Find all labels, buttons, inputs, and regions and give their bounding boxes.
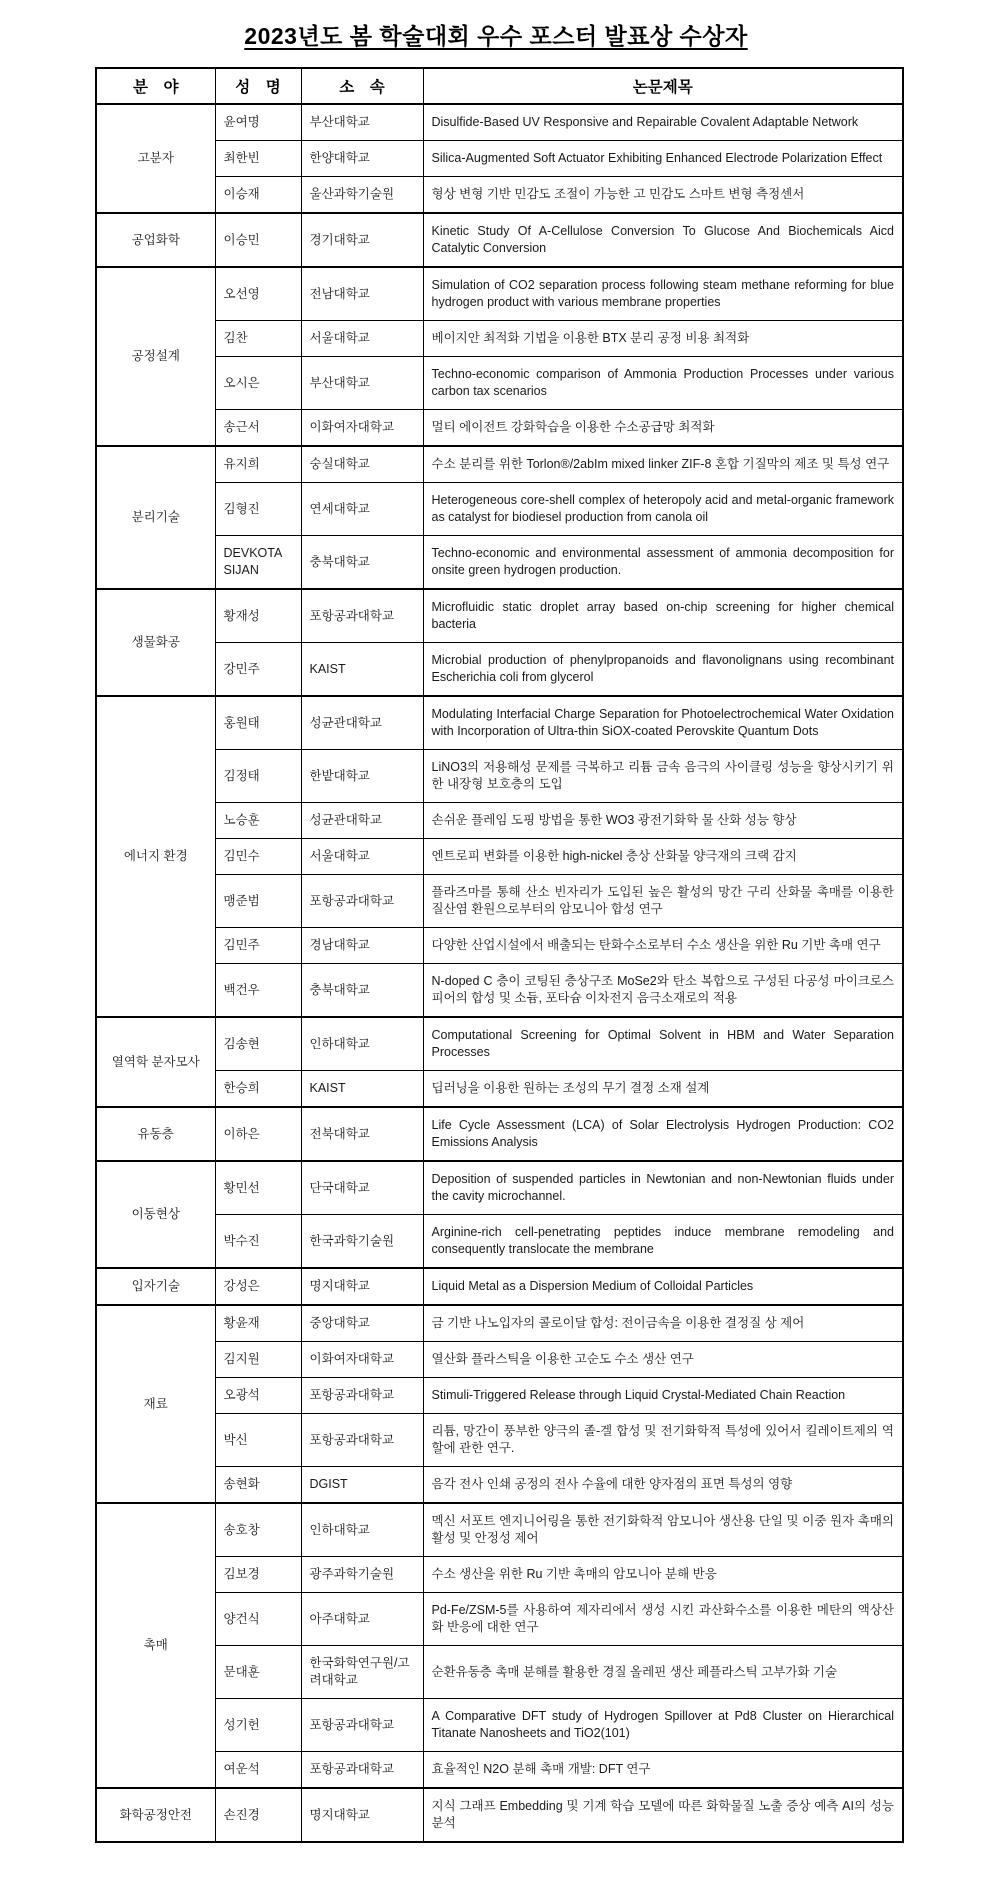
- name-cell: 홍원태: [215, 696, 301, 750]
- table-row: [96, 1699, 903, 1752]
- paper-title-cell: Modulating Interfacial Charge Separation for Photoelectrochemical Water Oxidation with Incorporation of Ultra-thin SiOX-coated Perovskite Quantum Dots: [423, 696, 903, 750]
- affiliation-cell: 인하대학교: [301, 1017, 423, 1071]
- name-cell: 오시은: [215, 357, 301, 410]
- field-cell: 입자기술: [96, 1268, 215, 1305]
- field-cell: 촉매: [96, 1503, 215, 1788]
- col-header-affiliation: 소 속: [301, 68, 423, 104]
- paper-title-cell: 멀티 에이전트 강화학습을 이용한 수소공급망 최적화: [423, 410, 903, 447]
- name-cell: 황재성: [215, 589, 301, 643]
- affiliation-cell: 성균관대학교: [301, 803, 423, 839]
- affiliation-cell: 충북대학교: [301, 964, 423, 1018]
- table-row: [96, 321, 903, 357]
- affiliation-cell: 부산대학교: [301, 104, 423, 141]
- table-row: [96, 177, 903, 214]
- field-cell: 화학공정안전: [96, 1788, 215, 1842]
- name-cell: 송현화: [215, 1467, 301, 1504]
- paper-title-cell: 지식 그래프 Embedding 및 기계 학습 모델에 따른 화학물질 노출 증상 예측 AI의 성능 분석: [423, 1788, 903, 1842]
- name-cell: 박수진: [215, 1215, 301, 1269]
- name-cell: 김민수: [215, 839, 301, 875]
- affiliation-cell: 전북대학교: [301, 1107, 423, 1161]
- table-row: [96, 964, 903, 1018]
- affiliation-cell: 명지대학교: [301, 1788, 423, 1842]
- affiliation-cell: KAIST: [301, 1071, 423, 1108]
- affiliation-cell: 이화여자대학교: [301, 410, 423, 447]
- table-row: [96, 1467, 903, 1504]
- table-row: [96, 589, 903, 643]
- paper-title-cell: Microfluidic static droplet array based on-chip screening for higher chemical bacteria: [423, 589, 903, 643]
- field-cell: 유동층: [96, 1107, 215, 1161]
- paper-title-cell: Liquid Metal as a Dispersion Medium of Colloidal Particles: [423, 1268, 903, 1305]
- field-cell: 생물화공: [96, 589, 215, 696]
- name-cell: 한승희: [215, 1071, 301, 1108]
- affiliation-cell: 전남대학교: [301, 267, 423, 321]
- table-row: [96, 1342, 903, 1378]
- affiliation-cell: 광주과학기술원: [301, 1557, 423, 1593]
- paper-title-cell: Stimuli-Triggered Release through Liquid Crystal-Mediated Chain Reaction: [423, 1378, 903, 1414]
- paper-title-cell: 딥러닝을 이용한 원하는 조성의 무기 결정 소재 설계: [423, 1071, 903, 1108]
- table-row: [96, 928, 903, 964]
- name-cell: 김정태: [215, 750, 301, 803]
- name-cell: 이승재: [215, 177, 301, 214]
- paper-title-cell: 형상 변형 기반 민감도 조절이 가능한 고 민감도 스마트 변형 측정센서: [423, 177, 903, 214]
- table-row: [96, 1557, 903, 1593]
- name-cell: 황윤재: [215, 1305, 301, 1342]
- name-cell: 노승훈: [215, 803, 301, 839]
- awards-table: [95, 67, 904, 1843]
- paper-title-cell: 금 기반 나노입자의 콜로이달 합성: 전이금속을 이용한 결정질 상 제어: [423, 1305, 903, 1342]
- table-row: [96, 875, 903, 928]
- paper-title-cell: 플라즈마를 통해 산소 빈자리가 도입된 높은 활성의 망간 구리 산화물 촉매를 이용한 질산염 환원으로부터의 암모니아 합성 연구: [423, 875, 903, 928]
- affiliation-cell: 포항공과대학교: [301, 589, 423, 643]
- paper-title-cell: Simulation of CO2 separation process following steam methane reforming for blue hydrogen product with various membrane properties: [423, 267, 903, 321]
- table-row: [96, 1161, 903, 1215]
- awards-table-header: [96, 68, 903, 104]
- table-row: [96, 839, 903, 875]
- field-cell: 고분자: [96, 104, 215, 213]
- affiliation-cell: 이화여자대학교: [301, 1342, 423, 1378]
- table-row: [96, 1268, 903, 1305]
- paper-title-cell: 수소 분리를 위한 Torlon®/2abIm mixed linker ZIF-8 혼합 기질막의 제조 및 특성 연구: [423, 446, 903, 483]
- table-row: [96, 267, 903, 321]
- affiliation-cell: 포항공과대학교: [301, 875, 423, 928]
- name-cell: 맹준범: [215, 875, 301, 928]
- affiliation-cell: 숭실대학교: [301, 446, 423, 483]
- table-row: [96, 213, 903, 267]
- table-row: [96, 1378, 903, 1414]
- affiliation-cell: 중앙대학교: [301, 1305, 423, 1342]
- table-row: [96, 643, 903, 697]
- table-row: [96, 1788, 903, 1842]
- paper-title-cell: 효율적인 N2O 분해 촉매 개발: DFT 연구: [423, 1752, 903, 1789]
- name-cell: 문대훈: [215, 1646, 301, 1699]
- paper-title-cell: 멕신 서포트 엔지니어링을 통한 전기화학적 암모니아 생산용 단일 및 이중 원자 촉매의 활성 및 안정성 제어: [423, 1503, 903, 1557]
- paper-title-cell: Pd-Fe/ZSM-5를 사용하여 제자리에서 생성 시킨 과산화수소를 이용한 메탄의 액상산화 반응에 대한 연구: [423, 1593, 903, 1646]
- paper-title-cell: 수소 생산을 위한 Ru 기반 촉매의 암모니아 분해 반응: [423, 1557, 903, 1593]
- table-row: [96, 410, 903, 447]
- name-cell: 양건식: [215, 1593, 301, 1646]
- affiliation-cell: 한국과학기술원: [301, 1215, 423, 1269]
- name-cell: 강민주: [215, 643, 301, 697]
- paper-title-cell: Silica-Augmented Soft Actuator Exhibiting Enhanced Electrode Polarization Effect: [423, 141, 903, 177]
- table-row: [96, 1646, 903, 1699]
- affiliation-cell: 서울대학교: [301, 839, 423, 875]
- name-cell: 강성은: [215, 1268, 301, 1305]
- col-header-field: 분 야: [96, 68, 215, 104]
- name-cell: 최한빈: [215, 141, 301, 177]
- name-cell: 손진경: [215, 1788, 301, 1842]
- table-row: [96, 1017, 903, 1071]
- table-row: [96, 104, 903, 141]
- name-cell: 김찬: [215, 321, 301, 357]
- paper-title-cell: 베이지안 최적화 기법을 이용한 BTX 분리 공정 비용 최적화: [423, 321, 903, 357]
- table-row: [96, 536, 903, 590]
- name-cell: 송근서: [215, 410, 301, 447]
- name-cell: 이하은: [215, 1107, 301, 1161]
- affiliation-cell: 인하대학교: [301, 1503, 423, 1557]
- awards-table-body: [96, 104, 903, 1842]
- field-cell: 열역학 분자모사: [96, 1017, 215, 1107]
- name-cell: 오광석: [215, 1378, 301, 1414]
- table-row: [96, 1752, 903, 1789]
- paper-title-cell: 손쉬운 플레임 도핑 방법을 통한 WO3 광전기화학 물 산화 성능 향상: [423, 803, 903, 839]
- field-cell: 분리기술: [96, 446, 215, 589]
- affiliation-cell: 경남대학교: [301, 928, 423, 964]
- col-header-paper-title: 논문제목: [423, 68, 903, 104]
- paper-title-cell: 다양한 산업시설에서 배출되는 탄화수소로부터 수소 생산을 위한 Ru 기반 촉매 연구: [423, 928, 903, 964]
- affiliation-cell: 한국화학연구원/고려대학교: [301, 1646, 423, 1699]
- table-row: [96, 803, 903, 839]
- page-title: 2023년도 봄 학술대회 우수 포스터 발표상 수상자: [244, 23, 748, 49]
- paper-title-cell: LiNO3의 저용해성 문제를 극복하고 리튬 금속 음극의 사이클링 성능을 향상시키기 위한 내장형 보호층의 도입: [423, 750, 903, 803]
- paper-title-cell: N-doped C 층이 코팅된 층상구조 MoSe2와 탄소 복합으로 구성된 다공성 마이크로스피어의 합성 및 소듐, 포타슘 이차전지 음극소재로의 적용: [423, 964, 903, 1018]
- paper-title-cell: Heterogeneous core-shell complex of heteropoly acid and metal-organic framework as catalyst for biodiesel production from canola oil: [423, 483, 903, 536]
- paper-title-cell: Life Cycle Assessment (LCA) of Solar Electrolysis Hydrogen Production: CO2 Emissions Analysis: [423, 1107, 903, 1161]
- table-row: [96, 357, 903, 410]
- affiliation-cell: 명지대학교: [301, 1268, 423, 1305]
- affiliation-cell: 부산대학교: [301, 357, 423, 410]
- name-cell: 이승민: [215, 213, 301, 267]
- name-cell: 윤여명: [215, 104, 301, 141]
- paper-title-cell: 음각 전사 인쇄 공정의 전사 수율에 대한 양자점의 표면 특성의 영향: [423, 1467, 903, 1504]
- table-row: [96, 750, 903, 803]
- paper-title-cell: 열산화 플라스틱을 이용한 고순도 수소 생산 연구: [423, 1342, 903, 1378]
- paper-title-cell: Computational Screening for Optimal Solvent in HBM and Water Separation Processes: [423, 1017, 903, 1071]
- affiliation-cell: 경기대학교: [301, 213, 423, 267]
- name-cell: 유지희: [215, 446, 301, 483]
- name-cell: 오선영: [215, 267, 301, 321]
- table-row: [96, 1414, 903, 1467]
- affiliation-cell: 아주대학교: [301, 1593, 423, 1646]
- affiliation-cell: 한밭대학교: [301, 750, 423, 803]
- field-cell: 이동현상: [96, 1161, 215, 1268]
- paper-title-cell: Techno-economic and environmental assessment of ammonia decomposition for onsite green hydrogen production.: [423, 536, 903, 590]
- paper-title-cell: Arginine-rich cell-penetrating peptides induce membrane remodeling and consequently translocate the membrane: [423, 1215, 903, 1269]
- paper-title-cell: 순환유동층 촉매 분해를 활용한 경질 올레핀 생산 페플라스틱 고부가화 기술: [423, 1646, 903, 1699]
- paper-title-cell: Deposition of suspended particles in Newtonian and non-Newtonian fluids under the cavity microchannel.: [423, 1161, 903, 1215]
- affiliation-cell: 성균관대학교: [301, 696, 423, 750]
- table-row: [96, 483, 903, 536]
- affiliation-cell: 울산과학기술원: [301, 177, 423, 214]
- paper-title-cell: Disulfide-Based UV Responsive and Repairable Covalent Adaptable Network: [423, 104, 903, 141]
- name-cell: DEVKOTA SIJAN: [215, 536, 301, 590]
- field-cell: 공업화학: [96, 213, 215, 267]
- table-row: [96, 141, 903, 177]
- paper-title-cell: 리튬, 망간이 풍부한 양극의 졸-겔 합성 및 전기화학적 특성에 있어서 킬레이트제의 역할에 관한 연구.: [423, 1414, 903, 1467]
- affiliation-cell: 포항공과대학교: [301, 1752, 423, 1789]
- affiliation-cell: 연세대학교: [301, 483, 423, 536]
- field-cell: 공정설계: [96, 267, 215, 446]
- table-row: [96, 1503, 903, 1557]
- table-row: [96, 446, 903, 483]
- affiliation-cell: 포항공과대학교: [301, 1378, 423, 1414]
- paper-title-cell: A Comparative DFT study of Hydrogen Spillover at Pd8 Cluster on Hierarchical Titanate Nanosheets and TiO2(101): [423, 1699, 903, 1752]
- affiliation-cell: 한양대학교: [301, 141, 423, 177]
- name-cell: 백건우: [215, 964, 301, 1018]
- name-cell: 김형진: [215, 483, 301, 536]
- table-row: [96, 1305, 903, 1342]
- field-cell: 재료: [96, 1305, 215, 1503]
- table-row: [96, 1215, 903, 1269]
- col-header-name: 성 명: [215, 68, 301, 104]
- name-cell: 송호창: [215, 1503, 301, 1557]
- paper-title-cell: Kinetic Study Of A-Cellulose Conversion To Glucose And Biochemicals Aicd Catalytic Conversion: [423, 213, 903, 267]
- affiliation-cell: 포항공과대학교: [301, 1414, 423, 1467]
- affiliation-cell: 충북대학교: [301, 536, 423, 590]
- paper-title-cell: Techno-economic comparison of Ammonia Production Processes under various carbon tax scenarios: [423, 357, 903, 410]
- name-cell: 박신: [215, 1414, 301, 1467]
- table-row: [96, 1593, 903, 1646]
- header-row: [96, 68, 903, 104]
- affiliation-cell: 단국대학교: [301, 1161, 423, 1215]
- table-row: [96, 1071, 903, 1108]
- name-cell: 김민주: [215, 928, 301, 964]
- name-cell: 김송현: [215, 1017, 301, 1071]
- name-cell: 여운석: [215, 1752, 301, 1789]
- paper-title-cell: Microbial production of phenylpropanoids and flavonolignans using recombinant Escherichia coli from glycerol: [423, 643, 903, 697]
- name-cell: 황민선: [215, 1161, 301, 1215]
- table-row: [96, 696, 903, 750]
- name-cell: 성기헌: [215, 1699, 301, 1752]
- affiliation-cell: DGIST: [301, 1467, 423, 1504]
- affiliation-cell: 포항공과대학교: [301, 1699, 423, 1752]
- name-cell: 김보경: [215, 1557, 301, 1593]
- paper-title-cell: 엔트로피 변화를 이용한 high-nickel 층상 산화물 양극재의 크랙 감지: [423, 839, 903, 875]
- name-cell: 김지원: [215, 1342, 301, 1378]
- field-cell: 에너지 환경: [96, 696, 215, 1017]
- table-row: [96, 1107, 903, 1161]
- affiliation-cell: KAIST: [301, 643, 423, 697]
- affiliation-cell: 서울대학교: [301, 321, 423, 357]
